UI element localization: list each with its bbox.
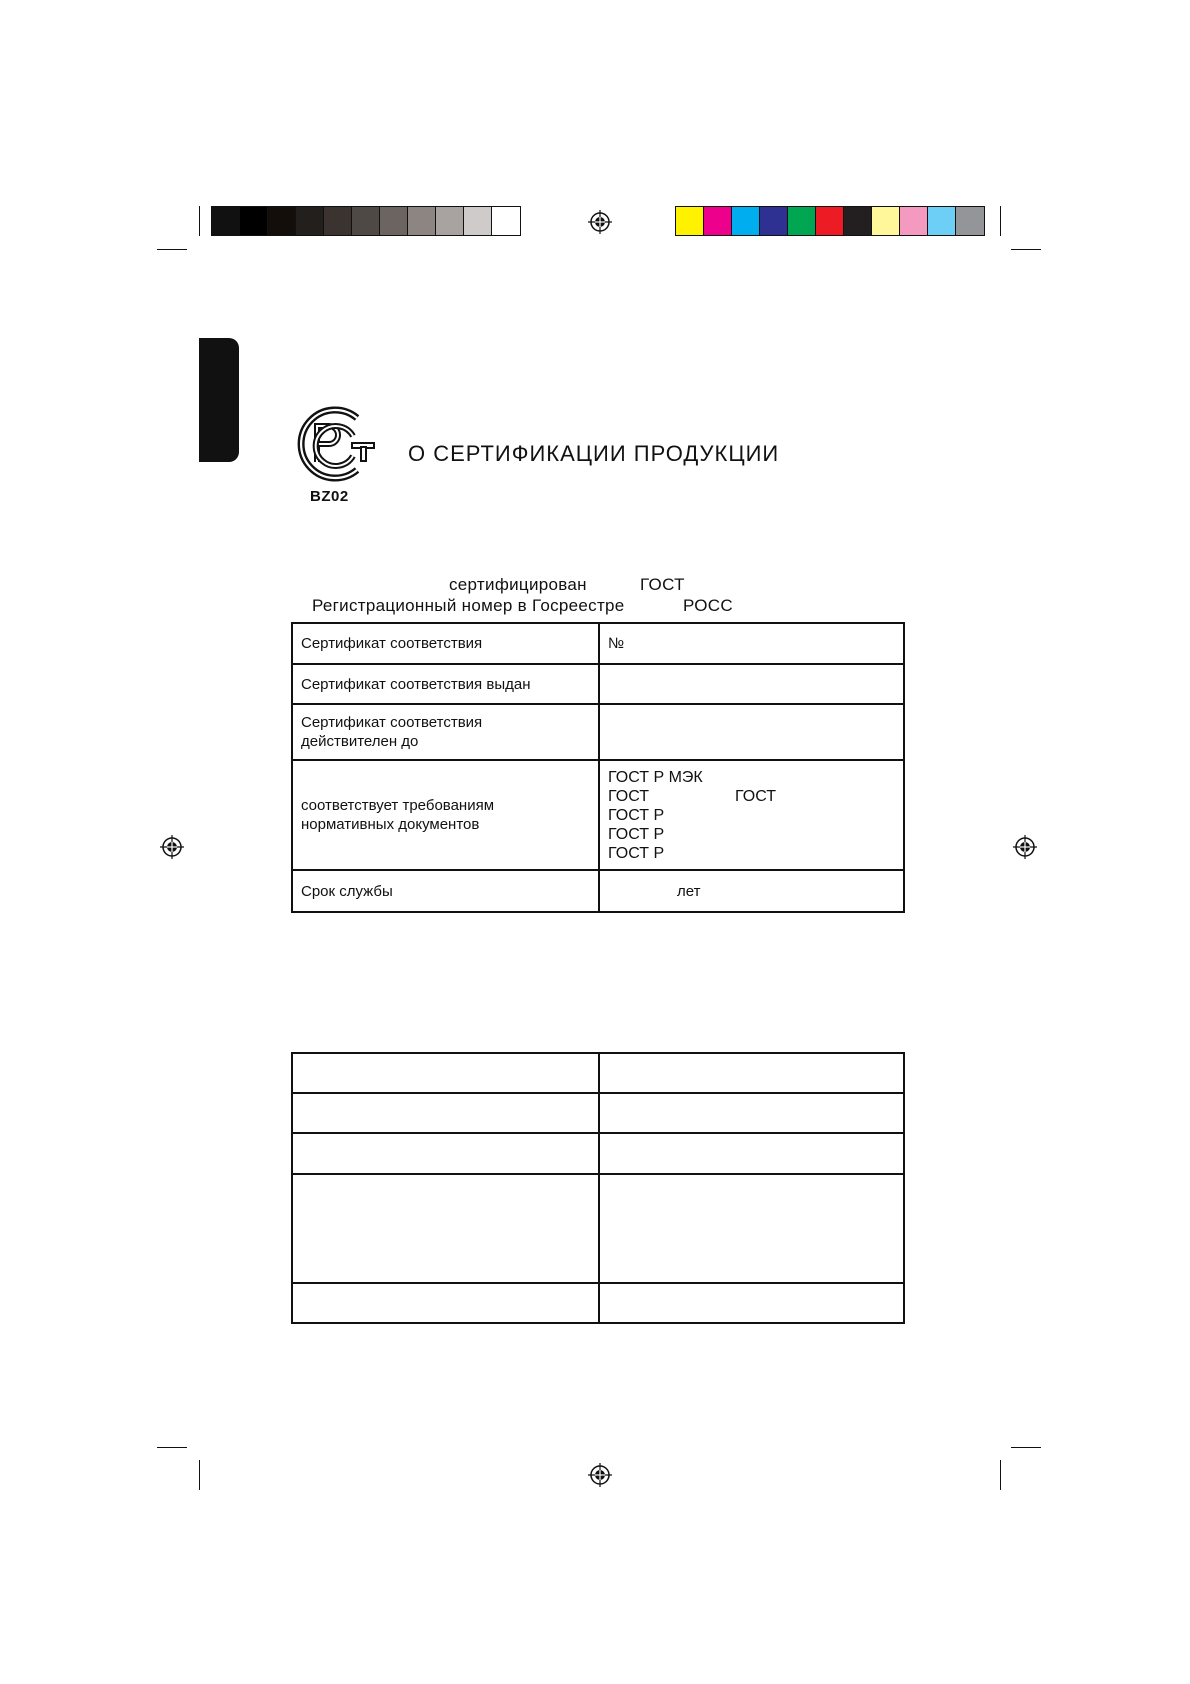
standard-pair bbox=[608, 787, 895, 806]
pct-certification-logo bbox=[287, 404, 383, 484]
process-swatch bbox=[816, 207, 844, 235]
grayscale-swatch bbox=[380, 207, 408, 235]
logo-code: BZ02 bbox=[310, 488, 349, 505]
process-swatch bbox=[872, 207, 900, 235]
process-color-bar bbox=[675, 206, 985, 236]
table-cell-label: Срок службы bbox=[292, 870, 599, 912]
crop-mark-top-right bbox=[1000, 206, 1001, 236]
blank-table bbox=[291, 1052, 905, 1324]
crop-mark-bottom-right bbox=[1000, 1460, 1001, 1490]
table-cell-value bbox=[599, 704, 904, 760]
certificate-table bbox=[291, 622, 905, 913]
process-swatch bbox=[788, 207, 816, 235]
table-row bbox=[292, 664, 904, 704]
table-cell bbox=[292, 1283, 599, 1323]
grayscale-swatch bbox=[436, 207, 464, 235]
grayscale-swatch bbox=[240, 207, 268, 235]
registration-mark-left-icon bbox=[160, 835, 184, 859]
grayscale-swatch bbox=[324, 207, 352, 235]
crop-mark-bottom-left bbox=[199, 1460, 200, 1490]
table-cell bbox=[599, 1093, 904, 1133]
crop-mark-bottom-right-h bbox=[1011, 1447, 1041, 1448]
table-cell-label: Сертификат соответствия bbox=[292, 623, 599, 664]
table-cell bbox=[599, 1174, 904, 1283]
standard-item: ГОСТ Р bbox=[608, 844, 665, 862]
grayscale-swatch bbox=[464, 207, 492, 235]
label-line: действителен до bbox=[301, 733, 419, 750]
table-row bbox=[292, 1093, 904, 1133]
registry-label: Регистрационный номер в Госреестре bbox=[312, 596, 625, 615]
process-swatch bbox=[676, 207, 704, 235]
process-swatch bbox=[844, 207, 872, 235]
table-row bbox=[292, 623, 904, 664]
grayscale-swatch bbox=[492, 207, 520, 235]
table-cell bbox=[292, 1174, 599, 1283]
table-cell-label bbox=[292, 704, 599, 760]
standard-item: ГОСТ bbox=[735, 787, 777, 805]
standard-item: ГОСТ Р bbox=[608, 825, 665, 843]
table-cell bbox=[599, 1133, 904, 1174]
table-cell bbox=[292, 1093, 599, 1133]
table-cell bbox=[599, 1283, 904, 1323]
table-row bbox=[292, 760, 904, 870]
table-row bbox=[292, 1174, 904, 1283]
table-cell-value: № bbox=[599, 623, 904, 664]
grayscale-swatch bbox=[408, 207, 436, 235]
table-cell bbox=[292, 1133, 599, 1174]
crop-mark-top-right-h bbox=[1011, 249, 1041, 250]
table-cell-label: Сертификат соответствия выдан bbox=[292, 664, 599, 704]
table-cell bbox=[292, 1053, 599, 1093]
label-line: нормативных документов bbox=[301, 816, 480, 833]
table-row bbox=[292, 1133, 904, 1174]
table-cell-label bbox=[292, 760, 599, 870]
table-cell-value bbox=[599, 870, 904, 912]
grayscale-color-bar bbox=[211, 206, 521, 236]
standard-item: ГОСТ Р МЭК bbox=[608, 768, 703, 786]
registration-mark-top-icon bbox=[588, 210, 612, 234]
standard-item: ГОСТ bbox=[608, 787, 650, 805]
process-swatch bbox=[928, 207, 956, 235]
process-swatch bbox=[900, 207, 928, 235]
table-row bbox=[292, 870, 904, 912]
registry-code: РОСС bbox=[683, 596, 733, 615]
table-row bbox=[292, 1053, 904, 1093]
table-cell bbox=[599, 1053, 904, 1093]
certified-word: сертифицирован bbox=[449, 575, 587, 594]
grayscale-swatch bbox=[268, 207, 296, 235]
registration-mark-bottom-icon bbox=[588, 1463, 612, 1487]
process-swatch bbox=[956, 207, 984, 235]
process-swatch bbox=[704, 207, 732, 235]
label-line: соответствует требованиям bbox=[301, 797, 495, 814]
table-cell-value bbox=[599, 664, 904, 704]
crop-mark-bottom-left-h bbox=[157, 1447, 187, 1448]
registration-mark-right-icon bbox=[1013, 835, 1037, 859]
table-row bbox=[292, 704, 904, 760]
grayscale-swatch bbox=[352, 207, 380, 235]
service-life-unit: лет bbox=[677, 882, 701, 900]
grayscale-swatch bbox=[296, 207, 324, 235]
process-swatch bbox=[760, 207, 788, 235]
table-cell-standards bbox=[599, 760, 904, 870]
crop-mark-top-left-h bbox=[157, 249, 187, 250]
grayscale-swatch bbox=[212, 207, 240, 235]
label-line: Сертификат соответствия bbox=[301, 714, 483, 731]
crop-mark-top-left bbox=[199, 206, 200, 236]
table-row bbox=[292, 1283, 904, 1323]
certified-standard: ГОСТ bbox=[640, 575, 685, 594]
page-title: О СЕРТИФИКАЦИИ ПРОДУКЦИИ bbox=[408, 441, 780, 466]
section-tab-marker bbox=[199, 338, 239, 462]
process-swatch bbox=[732, 207, 760, 235]
standard-item: ГОСТ Р bbox=[608, 806, 665, 824]
